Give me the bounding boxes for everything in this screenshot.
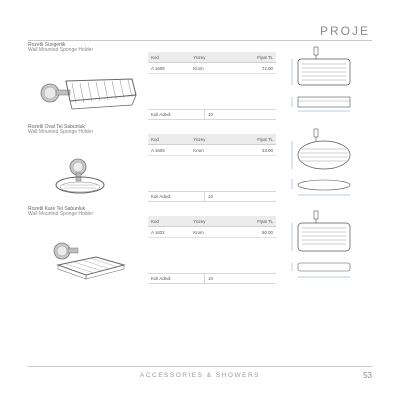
koli-value: 10	[205, 192, 277, 202]
koli-value: 10	[205, 110, 277, 120]
col-finish: Yüzey	[190, 52, 229, 63]
spec-table	[148, 52, 276, 74]
product-finish: Krom	[190, 145, 229, 156]
product-price: 33.00	[229, 145, 276, 156]
header-divider	[28, 40, 372, 41]
product-price: 50.00	[229, 227, 276, 238]
product-name-en: Wall Mounted Sponge Holder	[28, 211, 94, 217]
product-photo	[32, 223, 140, 283]
product-square-soap-holder	[28, 207, 372, 287]
koli-value: 10	[205, 274, 277, 284]
product-name-tr: Rozetli Kare Tel Sabunluk	[28, 206, 86, 212]
product-code: A 1622	[148, 227, 190, 238]
technical-drawing	[270, 43, 372, 123]
koli-label: Koli Adedi	[148, 192, 205, 202]
koli-row	[148, 191, 276, 202]
spec-table	[148, 134, 276, 156]
col-price: Fiyat TL	[229, 134, 276, 145]
product-photo	[32, 141, 140, 201]
technical-drawing	[270, 125, 372, 205]
page-title: PROJE	[319, 24, 370, 38]
koli-row	[148, 109, 276, 120]
product-finish: Krom	[190, 63, 229, 74]
koli-row	[148, 273, 276, 284]
technical-drawing	[270, 207, 372, 287]
col-code: Kod	[148, 134, 190, 145]
page-number: 53	[363, 371, 372, 380]
col-code: Kod	[148, 216, 190, 227]
koli-label: Koli Adedi	[148, 110, 205, 120]
product-name-tr: Rozetli Oval Tel Sabunluk	[28, 124, 85, 130]
product-name-tr: Rozetli Süngerlik	[28, 42, 66, 48]
koli-label: Koli Adedi	[148, 274, 205, 284]
product-code: A 1608	[148, 63, 190, 74]
col-finish: Yüzey	[190, 134, 229, 145]
product-code: A 1609	[148, 145, 190, 156]
col-price: Fiyat TL	[229, 216, 276, 227]
product-sponge-holder	[28, 43, 372, 123]
col-code: Kod	[148, 52, 190, 63]
footer-divider	[28, 366, 372, 367]
footer-section-title: ACCESSORIES & SHOWERS	[140, 372, 260, 379]
product-oval-soap-holder	[28, 125, 372, 205]
col-price: Fiyat TL	[229, 52, 276, 63]
product-name-en: Wall Mounted Sponge Holder	[28, 47, 94, 53]
spec-table	[148, 216, 276, 238]
product-name-en: Wall Mounted Sponge Holder	[28, 129, 94, 135]
product-photo	[32, 59, 140, 119]
product-finish: Krom	[190, 227, 229, 238]
product-price: 72.00	[229, 63, 276, 74]
col-finish: Yüzey	[190, 216, 229, 227]
